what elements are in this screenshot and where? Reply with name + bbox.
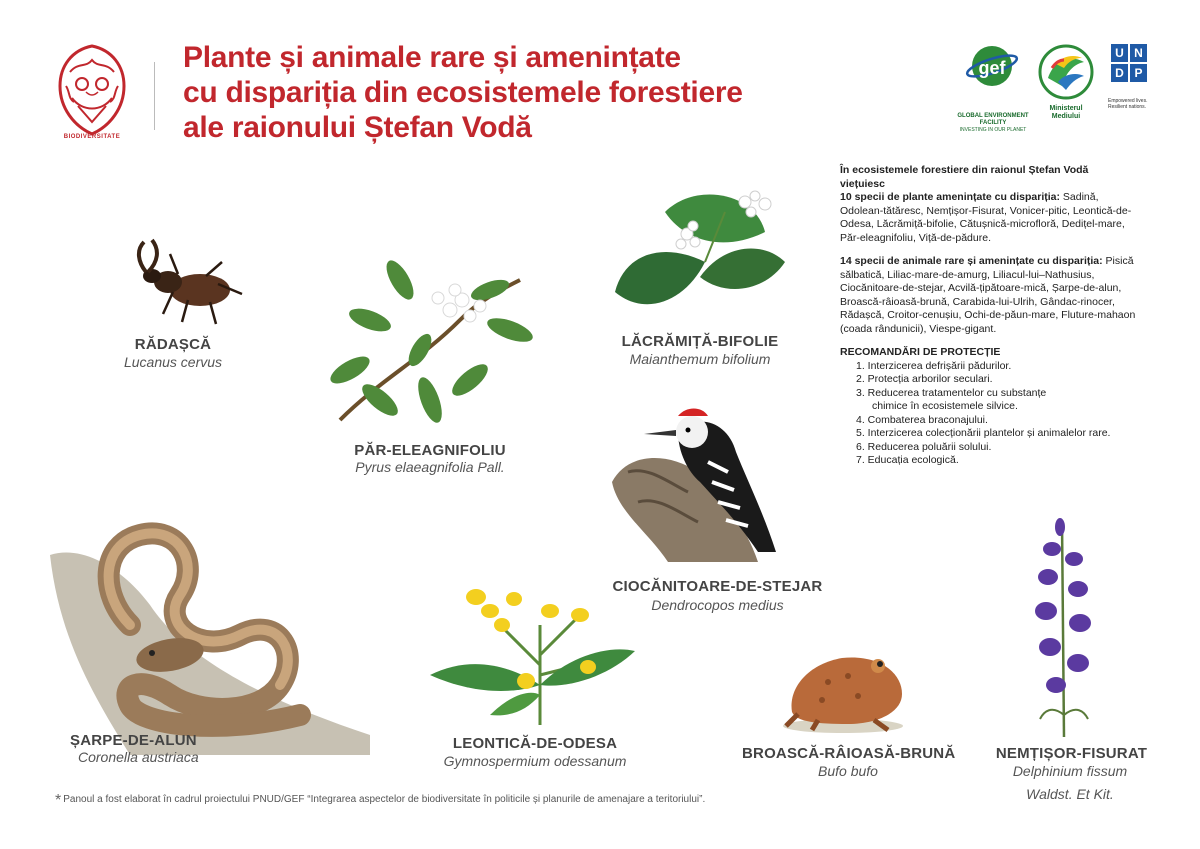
ministry-caption-1: Ministerul (1049, 105, 1083, 112)
gef-caption-1: GLOBAL ENVIRONMENT FACILITY (957, 113, 1029, 126)
recommendation-item: 7. Educația ecologică. (856, 454, 959, 466)
header-divider (154, 62, 155, 130)
recommendation-item: 3. Reducerea tratamentelor cu substanțe (856, 386, 1047, 399)
gef-caption-2: INVESTING IN OUR PLANET (959, 127, 1027, 133)
recommendation-item: 2. Protecția arborilor seculari. (856, 373, 993, 385)
species-latin-sarpe-de-alun: Coronella austriaca (78, 749, 199, 765)
species-latin-ciocanitoare: Dendrocopos medius (651, 597, 784, 613)
species-name-sarpe-de-alun: ȘARPE-DE-ALUN (70, 732, 197, 749)
snake-icon (40, 505, 380, 755)
emblem-label: BIODIVERSITATE (63, 134, 121, 140)
animals-list: Pisică sălbatică, Liliac-mare-de-amurg, Liliacul-lui–Nathusius, Ciocănitoare-de-stejar, Acvilă-țipătoare-mică, Șarpe-de-alun, Broască-râioasă-brună, Carabida-lui-Ulrih, Gândac-rinocer, Rădașcă, Croitor-cenușiu, Ochi-de-păun-mare, Fluture-mahaon (coada rândunicii), Viespe-gigant. (840, 255, 1136, 335)
undp-letter-p: P (1130, 64, 1147, 82)
gef-text: gef (978, 58, 1006, 78)
title-line-1: Plante și animale rare și amenințate (183, 41, 681, 74)
woodpecker-icon (608, 402, 780, 564)
plants-list: Sadină, Odolean-tătăresc, Nemțișor-Fisurat, Vonicer-pitic, Leontică-de-Odesa, Lăcrămiță-bifolie, Cătușnică-microfloră, Dedițel-mare, Păr-eleagnifoliu, Viță-de-pădure. (840, 191, 1132, 244)
undp-letter-n: N (1130, 44, 1147, 62)
stag-beetle-icon (118, 232, 253, 332)
page-title (183, 40, 823, 145)
title-line-3: ale raionului Ștefan Vodă (183, 111, 532, 144)
species-name-par-eleagnifoliu: PĂR-ELEAGNIFOLIU (354, 442, 506, 459)
species-name-radasca: RĂDAȘCĂ (134, 336, 212, 353)
gef-logo (952, 44, 1034, 133)
species-latin-nemtisor-fisurat-2: Waldst. Et Kit. (1026, 786, 1114, 802)
undp-letter-u: U (1111, 44, 1128, 62)
yellow-flower-icon (430, 585, 635, 725)
lily-leaves-icon (605, 182, 790, 322)
recommendations-list (840, 360, 1140, 468)
footnote-text: Panoul a fost elaborat în cadrul proiectului PNUD/GEF “Integrarea aspectelor de biodiversitate în politicile și planurile de amenajare a teritoriului”. (63, 794, 706, 805)
species-latin-nemtisor-fisurat-1: Delphinium fissum (1012, 763, 1128, 779)
species-name-nemtisor-fisurat: NEMȚIȘOR-FISURAT (995, 745, 1148, 762)
species-name-ciocanitoare: CIOCĂNITOARE-DE-STEJAR (612, 578, 823, 595)
footnote (55, 792, 705, 810)
larkspur-icon (1022, 515, 1104, 737)
species-latin-broasca-raioasa-bruna: Bufo bufo (818, 763, 878, 779)
species-name-broasca-raioasa-bruna: BROASCĂ-RÂIOASĂ-BRUNĂ (742, 745, 956, 762)
species-name-lacramita-bifolie: LĂCRĂMIȚĂ-BIFOLIE (621, 333, 779, 350)
recommendation-item: chimice în ecosistemele silvice. (872, 400, 1018, 412)
toad-icon (778, 642, 908, 734)
info-intro-line-1: În ecosistemele forestiere din raionul Ștefan Vodă (840, 164, 1089, 176)
ministry-caption-2: Mediului (1051, 113, 1081, 120)
species-latin-leontica-de-odesa: Gymnospermium odessanum (443, 753, 627, 769)
plants-heading: 10 specii de plante amenințate cu dispariția: (840, 191, 1060, 203)
species-latin-radasca: Lucanus cervus (123, 354, 223, 370)
undp-caption: Empowered lives. Resilient nations. (1108, 98, 1148, 110)
undp-letter-d: D (1111, 64, 1128, 82)
pear-branch-icon (310, 250, 540, 430)
info-intro-line-2: viețuiesc (840, 177, 885, 190)
footnote-star: * (55, 792, 62, 809)
species-latin-lacramita-bifolie: Maianthemum bifolium (629, 351, 771, 367)
recommendation-item: 6. Reducerea poluării solului. (856, 440, 992, 453)
recommendation-item: 4. Combaterea braconajului. (856, 413, 988, 426)
title-line-2: cu dispariția din ecosistemele forestiere (183, 76, 743, 109)
ministry-emblem-icon (1036, 44, 1096, 100)
biodiversity-emblem-icon (52, 42, 132, 147)
ministry-logo (1036, 44, 1096, 120)
species-name-leontica-de-odesa: LEONTICĂ-DE-ODESA (452, 735, 618, 752)
gef-globe-icon (952, 44, 1034, 96)
animals-heading: 14 specii de animale rare și amenințate cu dispariția: (840, 255, 1103, 267)
undp-logo (1108, 44, 1150, 120)
species-latin-par-eleagnifoliu: Pyrus elaeagnifolia Pall. (355, 459, 505, 475)
recommendation-item: 1. Interzicerea defrișării pădurilor. (856, 359, 1012, 372)
info-panel (840, 164, 1140, 468)
recommendation-item: 5. Interzicerea colecționării plantelor și animalelor rare. (856, 427, 1111, 439)
recommendations-title: RECOMANDĂRI DE PROTECȚIE (840, 346, 1001, 358)
